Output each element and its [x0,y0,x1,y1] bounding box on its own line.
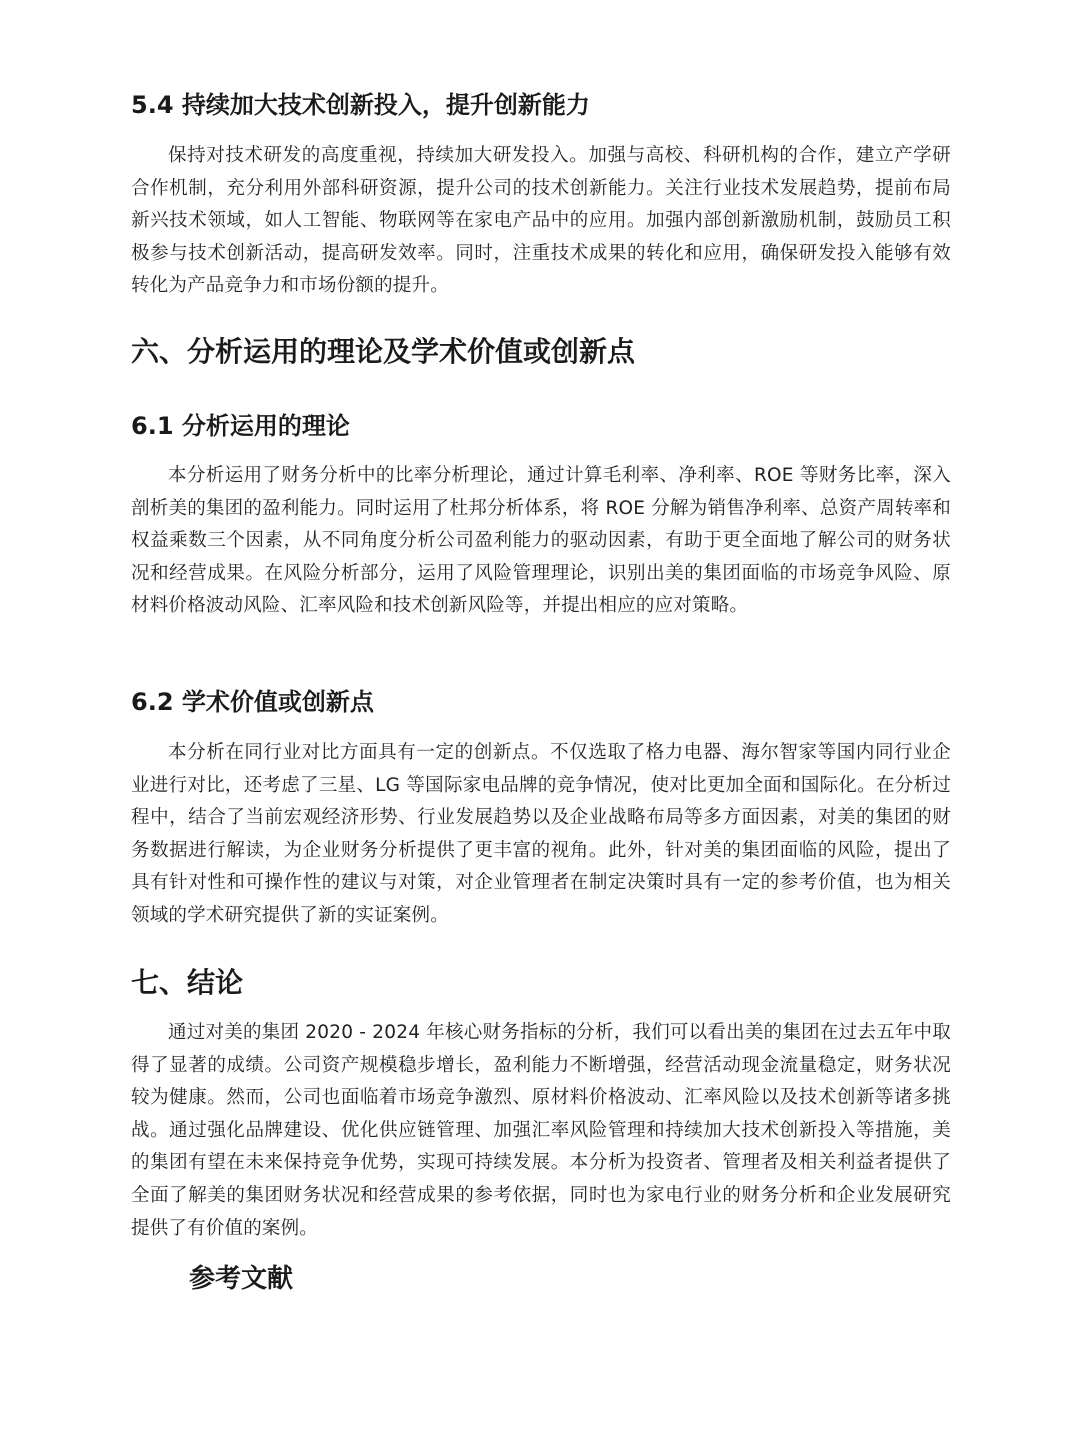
section-6-2-heading: 6.2 学术价值或创新点 [131,688,374,716]
section-5-4-heading: 5.4 持续加大技术创新投入，提升创新能力 [131,91,590,119]
section-6-1-heading: 6.1 分析运用的理论 [131,412,350,440]
section-6-heading: 六、分析运用的理论及学术价值或创新点 [131,335,636,368]
section-7-heading: 七、结论 [131,966,244,999]
section-6-2-body: 本分析在同行业对比方面具有一定的创新点。不仅选取了格力电器、海尔智家等国内同行业企业进行对比，还考虑了三星、LG 等国际家电品牌的竞争情况，使对比更加全面和国际化。在分析过程中，结合了当前宏观经济形势、行业发展趋势以及企业战略布局等多方面因素，对美的集团的财务数据进行解读，为企业财务分析提供了更丰富的视角。此外，针对美的集团面临的风险，提出了具有针对性和可操作性的建议与对策，对企业管理者在制定决策时具有一定的参考价值，也为相关领域的学术研究提供了新的实证案例。 [131,742,951,926]
document-page [131,0,951,1440]
section-6-1-body: 本分析运用了财务分析中的比率分析理论，通过计算毛利率、净利率、ROE 等财务比率，深入剖析美的集团的盈利能力。同时运用了杜邦分析体系，将 ROE 分解为销售净利率、总资产周转率和权益乘数三个因素，从不同角度分析公司盈利能力的驱动因素，有助于更全面地了解公司的财务状况和经营成果。在风险分析部分，运用了风险管理理论，识别出美的集团面临的市场竞争风险、原材料价格波动风险、汇率风险和技术创新风险等，并提出相应的应对策略。 [131,465,951,617]
references-heading: 参考文献 [189,1264,294,1294]
section-7-body: 通过对美的集团 2020 - 2024 年核心财务指标的分析，我们可以看出美的集团在过去五年中取得了显著的成绩。公司资产规模稳步增长，盈利能力不断增强，经营活动现金流量稳定，财务状况较为健康。然而，公司也面临着市场竞争激烈、原材料价格波动、汇率风险以及技术创新等诸多挑战。通过强化品牌建设、优化供应链管理、加强汇率风险管理和持续加大技术创新投入等措施，美的集团有望在未来保持竞争优势，实现可持续发展。本分析为投资者、管理者及相关利益者提供了全面了解美的集团财务状况和经营成果的参考依据，同时也为家电行业的财务分析和企业发展研究提供了有价值的案例。 [131,1022,951,1239]
section-5-4-body: 保持对技术研发的高度重视，持续加大研发投入。加强与高校、科研机构的合作，建立产学研合作机制，充分利用外部科研资源，提升公司的技术创新能力。关注行业技术发展趋势，提前布局新兴技术领域，如人工智能、物联网等在家电产品中的应用。加强内部创新激励机制，鼓励员工积极参与技术创新活动，提高研发效率。同时，注重技术成果的转化和应用，确保研发投入能够有效转化为产品竞争力和市场份额的提升。 [131,145,951,297]
